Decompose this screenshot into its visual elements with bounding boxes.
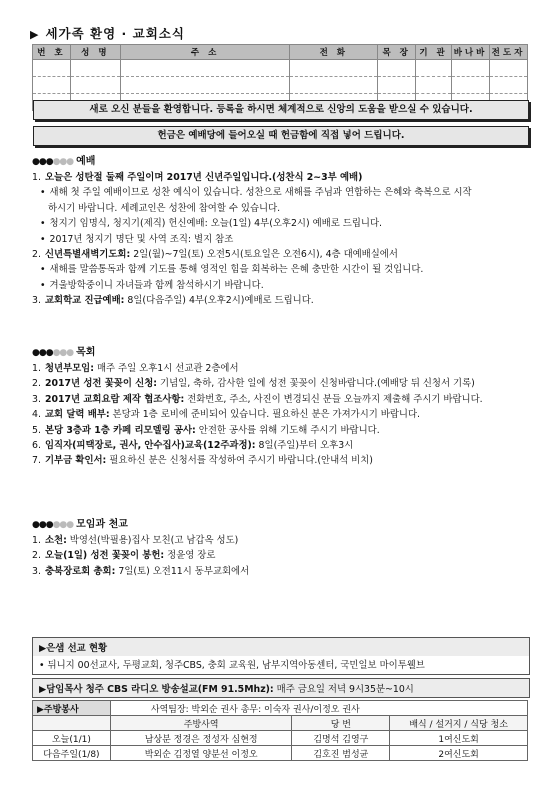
progress-dots-icon: ●●●●●●	[32, 157, 74, 167]
section-heading: ●●●●●● 모임과 천교	[32, 519, 128, 530]
item-number: •	[40, 218, 46, 230]
list-item	[32, 262, 542, 277]
row-label: 다음주일(1/8)	[33, 746, 111, 761]
item-title: 기부금 확인서:	[44, 455, 107, 467]
page-title: ▶ 세가족 환영 · 교회소식	[30, 26, 185, 41]
welcome-notice: 새로 오신 분들을 환영합니다. 등록을 하시면 체계적으로 신앙의 도움을 받으실 수 있습니다.	[33, 100, 529, 120]
col-duty: 당 번	[292, 716, 390, 731]
list-item	[32, 201, 542, 216]
item-number: 1.	[32, 363, 41, 374]
worship-list	[32, 170, 542, 309]
table-row	[33, 77, 528, 94]
fellowship-list	[32, 361, 542, 469]
list-item	[32, 216, 542, 231]
radio-body: 매주 금요일 저녁 9시35분~10시	[273, 684, 414, 695]
item-title: 오늘(1일) 성전 꽃꽂이 봉헌:	[44, 550, 165, 562]
mission-body: • 뒤니지 00선교사, 두평교회, 청주CBS, 충회 교육원, 남부지역아동센터, 국민일보 마이투웰브	[39, 660, 425, 671]
item-title: 충북장로회 총회:	[44, 565, 116, 577]
registration-header-row	[33, 45, 528, 60]
list-item	[32, 361, 542, 376]
item-text: 겨울방학중이니 자녀들과 함께 참석하시기 바랍니다.	[49, 279, 264, 291]
item-title: 본당 3층과 1층 카페 리모델링 공사:	[44, 424, 196, 436]
list-item	[32, 170, 542, 185]
offering-notice: 헌금은 예배당에 들어오실 때 헌금함에 직접 넣어 드립니다.	[33, 126, 529, 146]
item-text: 전화번호, 주소, 사진이 변경되신 분들 오늘까지 제출해 주시기 바랍니다.	[184, 393, 483, 405]
table-row	[33, 60, 528, 77]
item-number: 2.	[32, 378, 41, 390]
gathering-list	[32, 533, 542, 579]
header-evangelist: 전도자	[489, 45, 527, 60]
row-duty: 김명석 김영구	[292, 731, 390, 746]
table-row	[33, 746, 528, 761]
item-number: 4.	[32, 409, 41, 421]
row-duty: 김호진 범성균	[292, 746, 390, 761]
triangle-icon: ▶	[30, 28, 40, 41]
item-text: 기념일, 축하, 감사한 일에 성전 꽃꽂이 신청바랍니다.(예배당 뒤 신청서 기록)	[157, 378, 475, 390]
item-number: •	[40, 233, 46, 245]
item-title: 임직자(피택장로, 권사, 안수집사)교육(12주과정):	[44, 440, 256, 452]
item-title: 2017년 교회요람 제작 협조사항:	[44, 393, 185, 405]
list-item	[32, 278, 542, 293]
list-item	[32, 453, 542, 468]
header-phone: 전 화	[290, 45, 378, 60]
item-number: 3.	[32, 393, 41, 405]
col-kitchen: 주방사역	[110, 716, 292, 731]
list-item	[32, 438, 542, 453]
list-item	[32, 185, 542, 200]
item-title: 교회 달력 배부:	[44, 409, 110, 421]
item-text: 박영선(박필용)집사 모친(고 남갑옥 성도)	[66, 535, 239, 546]
list-item	[32, 564, 542, 579]
item-text: 안전한 공사를 위해 기도해 주시기 바랍니다.	[195, 424, 380, 436]
item-number: 7.	[32, 455, 41, 467]
item-title: 오늘은 성탄절 둘째 주일이며 2017년 신년주일입니다.(성찬식 2~3부 예배)	[44, 172, 363, 183]
gathering-section	[32, 515, 542, 579]
list-item	[32, 293, 542, 308]
header-group: 목 장	[378, 45, 416, 60]
item-number: •	[40, 264, 46, 276]
row-clean: 2여신도회	[390, 746, 528, 761]
item-text: 하시기 바랍니다. 세례교인은 성찬에 참여할 수 있습니다.	[48, 202, 281, 214]
list-item	[32, 376, 542, 391]
service-column-row	[33, 716, 528, 731]
row-kitchen: 남상분 정경은 정성자 심현정	[110, 731, 292, 746]
item-number: 2.	[32, 550, 41, 562]
row-label: 오늘(1/1)	[33, 731, 111, 746]
item-number: 1.	[32, 535, 41, 546]
col-clean: 배식 / 설거지 / 식당 청소	[390, 716, 528, 731]
list-item	[32, 247, 542, 262]
list-item	[32, 548, 542, 563]
worship-section	[32, 152, 542, 309]
header-org: 기 관	[416, 45, 452, 60]
list-item	[32, 392, 542, 407]
item-text: 새해 첫 주일 예배이므로 성찬 예식이 있습니다. 성찬으로 새해를 주님과 연합하는 은혜와 축복으로 시작	[49, 187, 472, 199]
header-address: 주 소	[120, 45, 290, 60]
item-text: 8일(주일)부터 오후3시	[255, 440, 354, 452]
item-text: 7일(토) 오전11시 동부교회에서	[115, 565, 250, 577]
item-number: 6.	[32, 440, 41, 452]
item-title: 청년부모임:	[44, 363, 94, 374]
row-kitchen: 박외순 김정열 양분선 이정오	[110, 746, 292, 761]
row-clean: 1여신도회	[390, 731, 528, 746]
header-barnabas: 바나바	[452, 45, 490, 60]
item-text: 매주 주일 오후1시 선교관 2층에서	[93, 363, 239, 374]
header-name: 성 명	[70, 45, 120, 60]
kitchen-service-table	[32, 700, 528, 761]
item-number: 2.	[32, 249, 41, 261]
mission-heading: ▶은샘 선교 현황	[33, 638, 529, 656]
item-text: 본당과 1층 로비에 준비되어 있습니다. 필요하신 분은 가져가시기 바랍니다.	[109, 409, 421, 421]
item-number: 3.	[32, 565, 41, 577]
item-text: 2일(월)~7일(토) 오전5시(토요일은 오전6시), 4층 대예배실에서	[130, 249, 398, 261]
item-number: 5.	[32, 424, 41, 436]
service-heading-row	[33, 701, 528, 716]
header-number: 번 호	[33, 45, 71, 60]
item-title: 소천:	[44, 535, 67, 546]
service-heading-info: 사역팀장: 박외순 권사 총무: 이숙자 권사/이정오 권사	[110, 701, 527, 716]
item-text: 새해를 말씀통독과 함께 기도를 통해 영적인 힘을 회복하는 은혜 충만한 시간이 될 것입니다.	[49, 264, 424, 276]
list-item	[32, 232, 542, 247]
progress-dots-icon: ●●●●●●	[32, 520, 74, 530]
table-row	[33, 731, 528, 746]
progress-dots-icon: ●●●●●●	[32, 348, 74, 358]
item-number: 1.	[32, 172, 41, 183]
list-item	[32, 533, 542, 548]
item-text: 필요하신 분은 신청서를 작성하여 주시기 바랍니다.(안내석 비치)	[106, 455, 373, 467]
section-heading: ●●●●●● 예배	[32, 156, 96, 167]
item-number: •	[40, 187, 46, 199]
item-title: 2017년 성전 꽃꽂이 신청:	[44, 378, 158, 390]
item-text: 2017년 청지기 명단 및 사역 조직: 별지 참조	[49, 233, 234, 245]
radio-box	[32, 678, 530, 698]
item-title: 교회학교 진급예배:	[44, 295, 125, 307]
section-heading: ●●●●●● 목회	[32, 347, 96, 358]
mission-box	[32, 637, 530, 675]
item-text: 정윤영 장로	[164, 550, 216, 562]
list-item	[32, 407, 542, 422]
fellowship-section	[32, 343, 542, 469]
item-title: 신년특별새벽기도회:	[44, 249, 131, 261]
radio-heading: ▶담임목사 청주 CBS 라디오 방송설교(FM 91.5Mhz):	[39, 684, 274, 695]
list-item	[32, 423, 542, 438]
item-text: 8일(다음주일) 4부(오후2시)예배로 드립니다.	[124, 295, 314, 307]
item-text: 청지기 임명식, 청지기(제직) 헌신예배: 오늘(1일) 4부(오후2시) 예배로 드립니다.	[49, 218, 382, 230]
item-number: •	[40, 279, 46, 291]
item-number: 3.	[32, 295, 41, 307]
service-heading: ▶주방봉사	[33, 701, 111, 716]
